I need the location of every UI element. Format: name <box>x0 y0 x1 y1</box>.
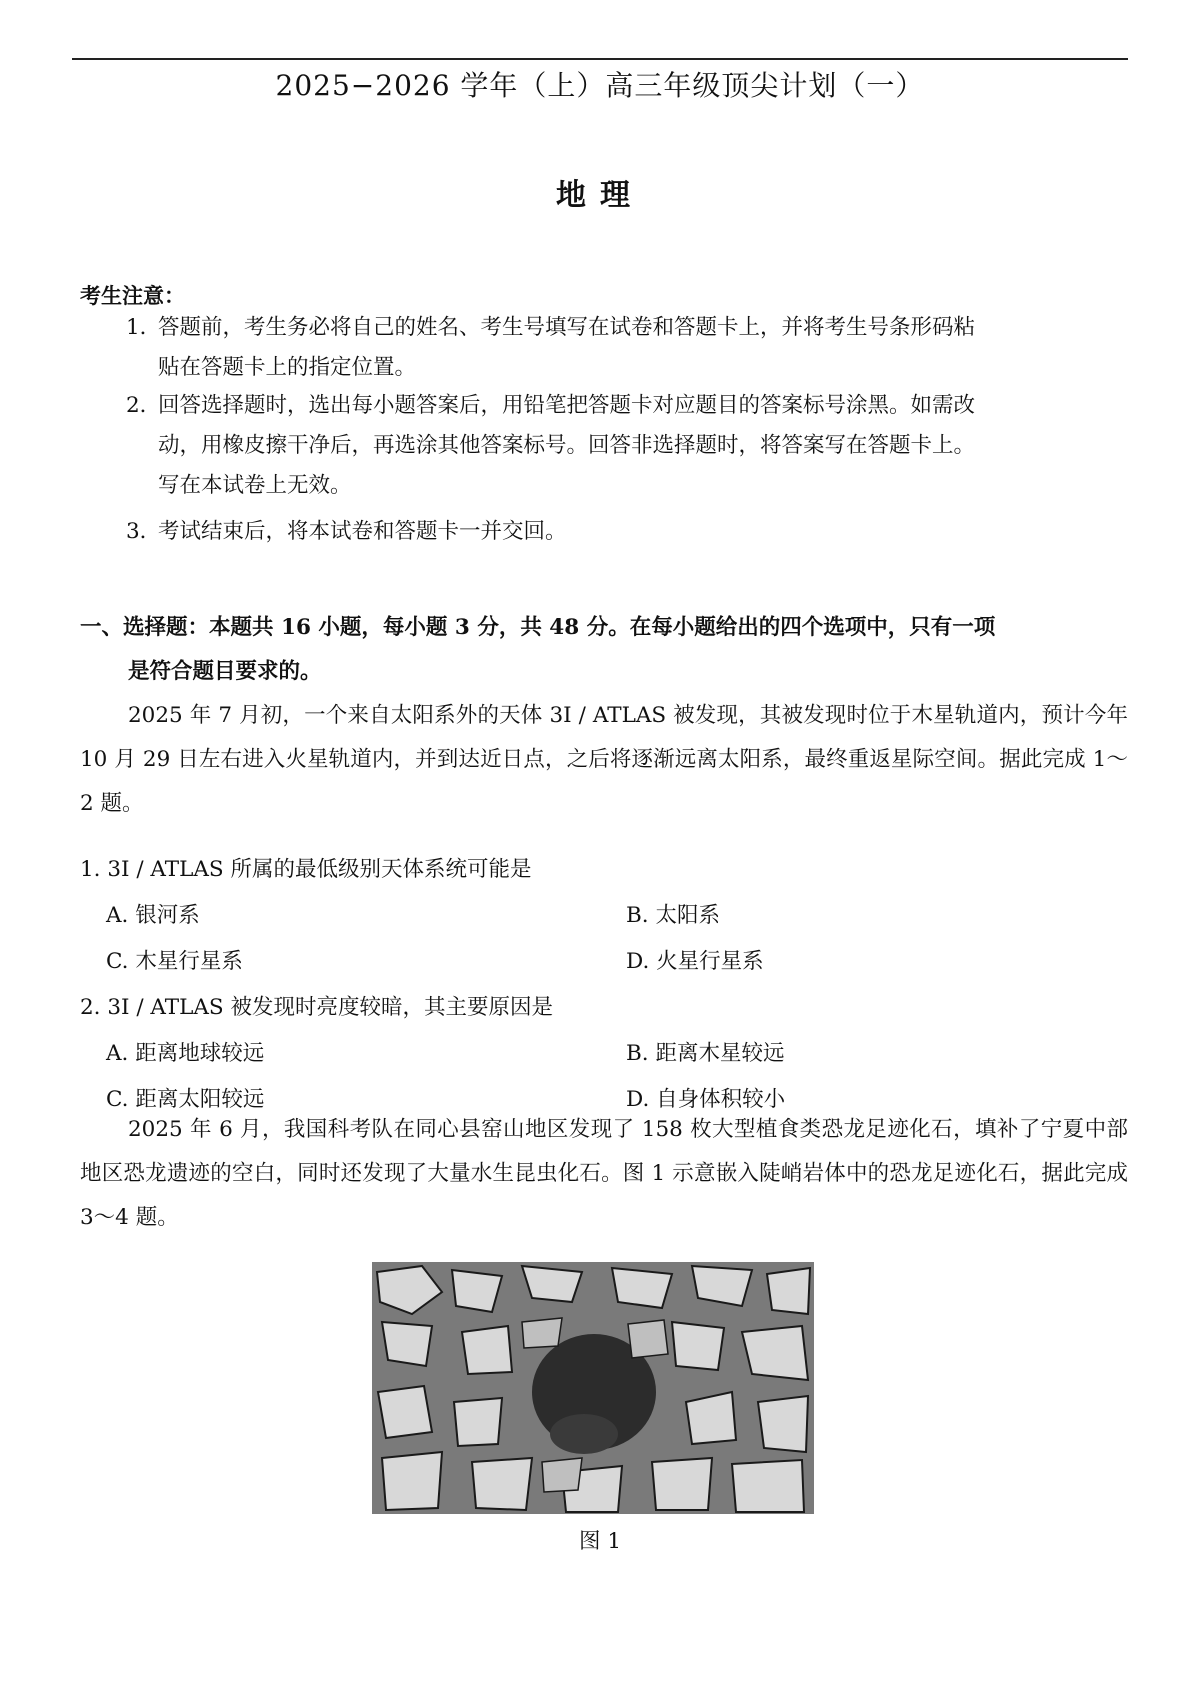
notice-item-3 <box>126 512 1128 552</box>
passage-1: 2025 年 7 月初，一个来自太阳系外的天体 3I / ATLAS 被发现，其被发现时位于木星轨道内，预计今年 10 月 29 日左右进入火星轨道内，并到达近日点，之后将逐渐远离太阳系，最终重返星际空间。据此完成 1～2 题。 <box>80 703 1128 816</box>
question-1-stem: 1. 3I / ATLAS 所属的最低级别天体系统可能是 <box>80 857 532 882</box>
question-2-option-d: D. 自身体积较小 <box>626 1087 786 1112</box>
notice-item-1 <box>126 308 1128 388</box>
notice-number: 2． <box>126 393 162 418</box>
exam-title: 2025−2026 学年（上）高三年级顶尖计划（一） <box>275 69 925 102</box>
question-2-stem: 2. 3I / ATLAS 被发现时亮度较暗，其主要原因是 <box>80 995 553 1020</box>
subject-title: 地理 <box>556 178 644 213</box>
question-1-option-b: B. 太阳系 <box>626 903 720 928</box>
notice-item-2 <box>126 386 1128 506</box>
section-heading-line: 一、选择题：本题共 16 小题，每小题 3 分，共 48 分。在每小题给出的四个选项中，只有一项 <box>80 615 996 640</box>
question-2-option-c: C. 距离太阳较远 <box>106 1087 265 1112</box>
notice-number: 1． <box>126 315 162 340</box>
question-1-option-c: C. 木星行星系 <box>106 949 243 974</box>
passage-2: 2025 年 6 月，我国科考队在同心县窑山地区发现了 158 枚大型植食类恐龙足迹化石，填补了宁夏中部地区恐龙遗迹的空白，同时还发现了大量水生昆虫化石。图 1 示意嵌入陡峭岩体中的恐龙足迹化石，据此完成 3～4 题。 <box>80 1117 1128 1230</box>
section-heading <box>80 606 1128 694</box>
question-2-option-a: A. 距离地球较远 <box>106 1041 265 1066</box>
figure-caption: 图 1 <box>578 1529 621 1554</box>
notice-number: 3． <box>126 519 162 544</box>
notice-text: 答题前，考生务必将自己的姓名、考生号填写在试卷和答题卡上，并将考生号条形码粘 <box>158 315 976 340</box>
dinosaur-footprint-photo <box>372 1262 814 1514</box>
top-rule <box>72 58 1128 60</box>
question-1-option-a: A. 银河系 <box>106 903 200 928</box>
notice-heading: 考生注意： <box>80 283 185 308</box>
notice-text: 写在本试卷上无效。 <box>158 473 352 498</box>
question-2-option-b: B. 距离木星较远 <box>626 1041 785 1066</box>
notice-text: 回答选择题时，选出每小题答案后，用铅笔把答题卡对应题目的答案标号涂黑。如需改 <box>158 393 976 418</box>
section-heading-line: 是符合题目要求的。 <box>128 659 322 684</box>
notice-text: 考试结束后，将本试卷和答题卡一并交回。 <box>158 519 567 544</box>
notice-text: 贴在答题卡上的指定位置。 <box>158 355 417 380</box>
question-1-option-d: D. 火星行星系 <box>626 949 764 974</box>
notice-text: 动，用橡皮擦干净后，再选涂其他答案标号。回答非选择题时，将答案写在答题卡上。 <box>158 433 976 458</box>
